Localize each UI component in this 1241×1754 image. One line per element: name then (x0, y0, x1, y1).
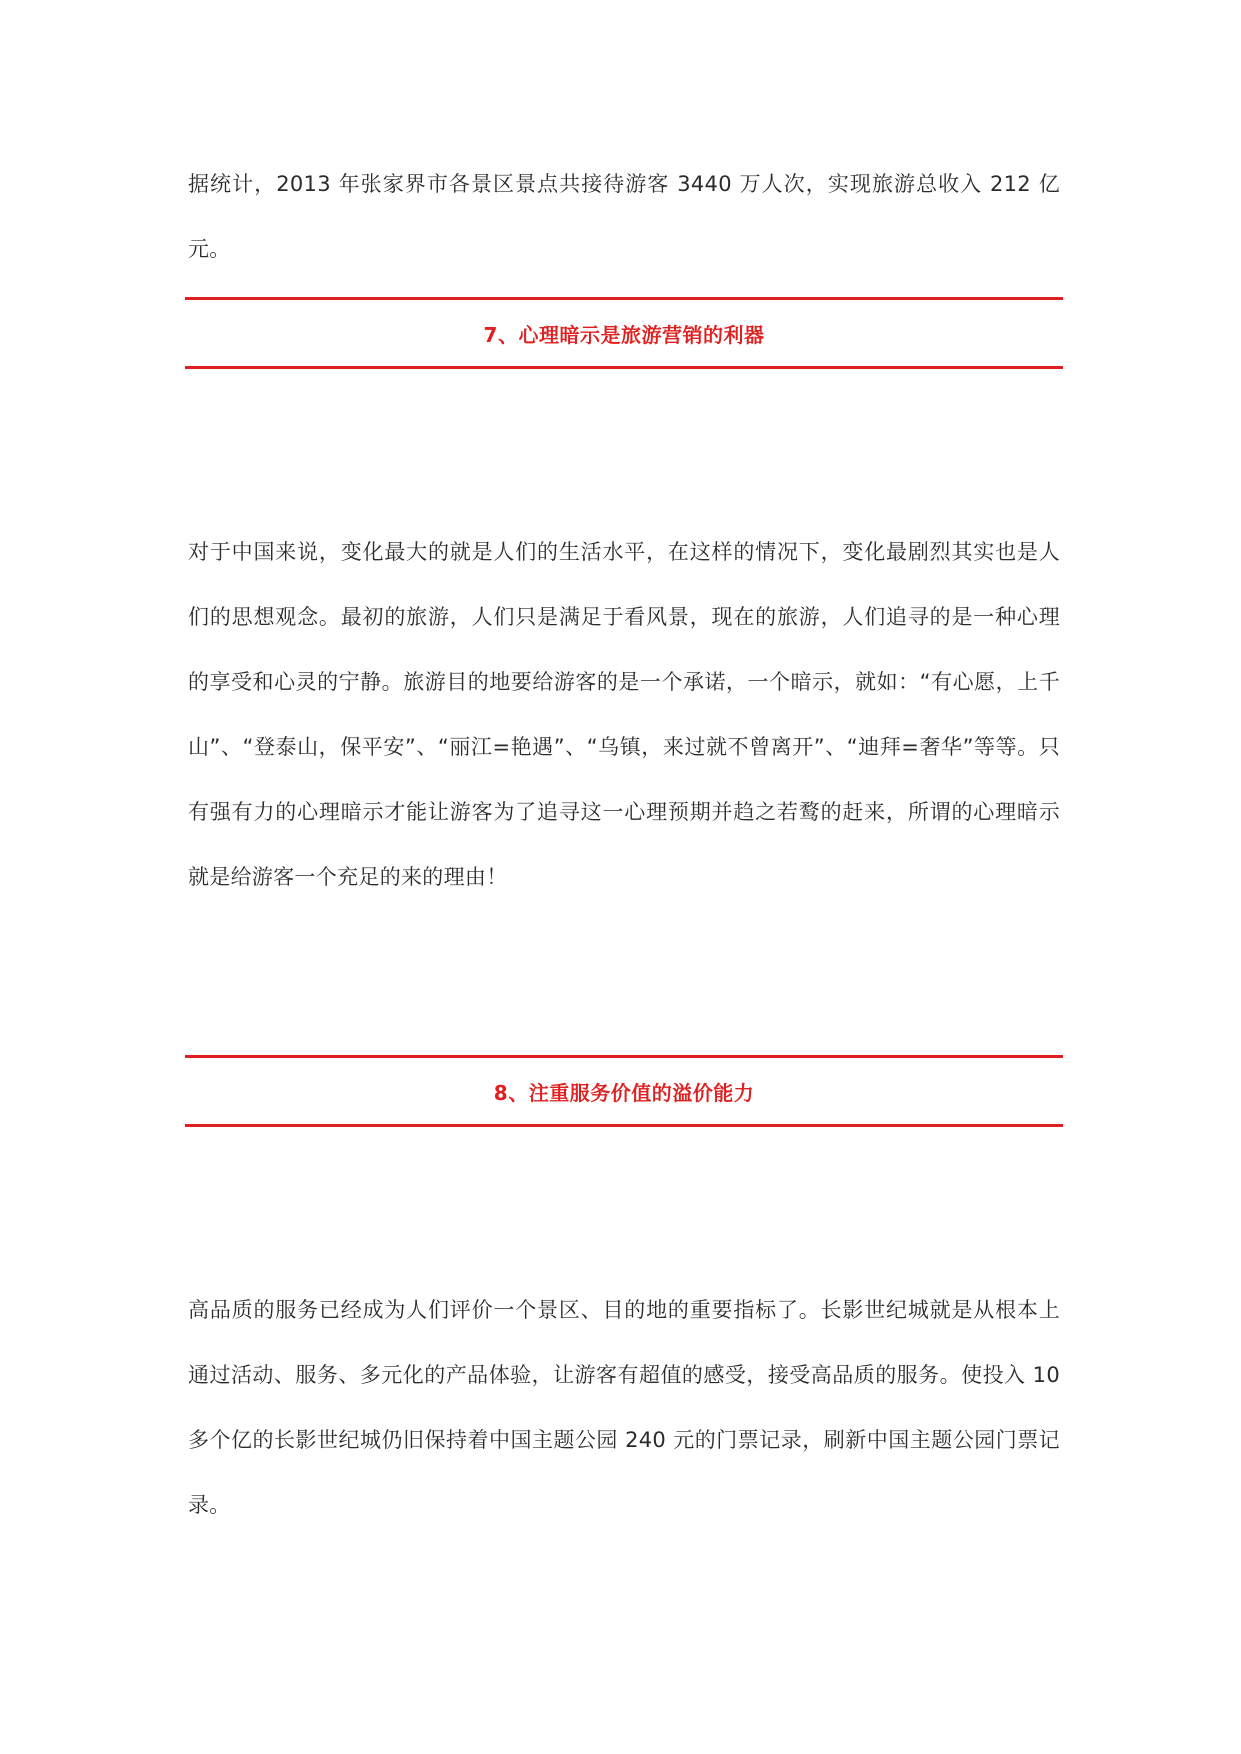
paragraph-service-value: 高品质的服务已经成为人们评价一个景区、目的地的重要指标了。长影世纪城就是从根本上通过活动、服务、多元化的产品体验，让游客有超值的感受，接受高品质的服务。使投入 10 多个亿的长影世纪城仍旧保持着中国主题公园 240 元的门票记录，刷新中国主题公园门票记录。 (188, 1298, 1060, 1517)
paragraph-psychological-suggestion: 对于中国来说，变化最大的就是人们的生活水平，在这样的情况下，变化最剧烈其实也是人们的思想观念。最初的旅游，人们只是满足于看风景，现在的旅游，人们追寻的是一种心理的享受和心灵的宁静。旅游目的地要给游客的是一个承诺，一个暗示，就如：“有心愿，上千山”、“登泰山，保平安”、“丽江=艳遇”、“乌镇，来过就不曾离开”、“迪拜=奢华”等等。只有强有力的心理暗示才能让游客为了追寻这一心理预期并趋之若鹜的赶来，所谓的心理暗示就是给游客一个充足的来的理由！ (188, 540, 1060, 889)
section-header-7 (185, 297, 1063, 369)
section-title-7: 7、心理暗示是旅游营销的利器 (483, 322, 765, 347)
section-header-8 (185, 1055, 1063, 1127)
section-title-8: 8、注重服务价值的溢价能力 (493, 1080, 755, 1105)
paragraph-tourism-stats: 据统计，2013 年张家界市各景区景点共接待游客 3440 万人次，实现旅游总收入 212 亿元。 (188, 172, 1060, 261)
